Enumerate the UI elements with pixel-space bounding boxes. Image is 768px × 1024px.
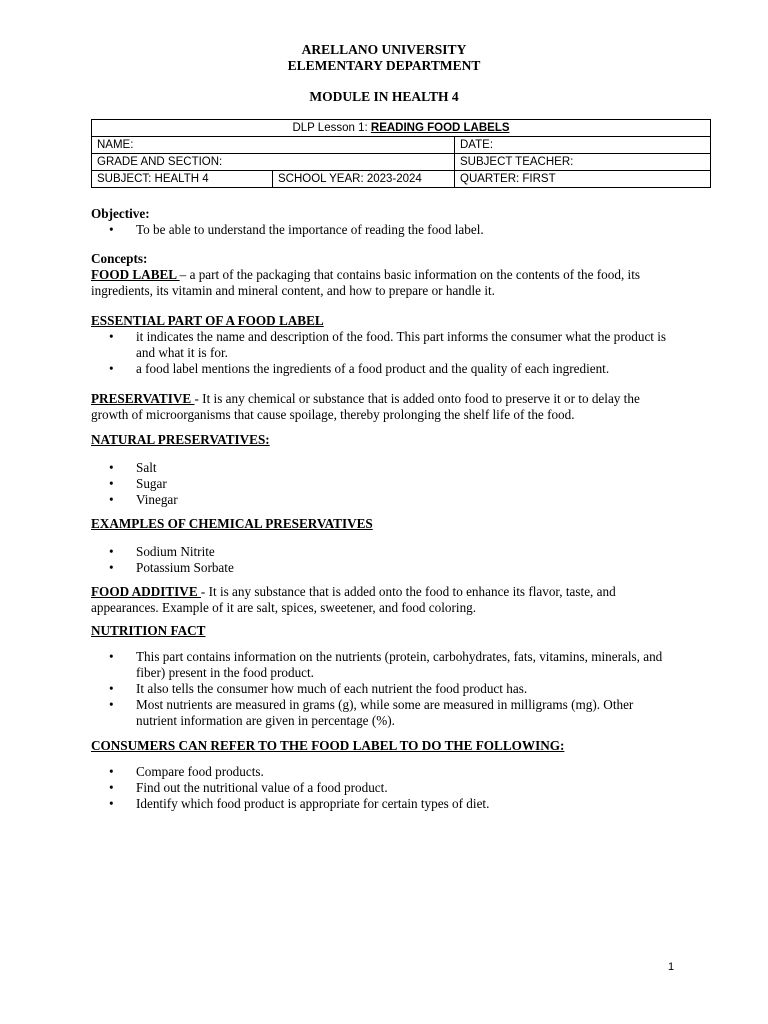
list-item: • a food label mentions the ingredients of a food product and the quality of each ingredient. [136,361,671,377]
chemical-preservatives-heading: EXAMPLES OF CHEMICAL PRESERVATIVES [91,516,373,531]
module-title: MODULE IN HEALTH 4 [309,89,459,104]
lesson-cell [92,120,711,137]
department-name: ELEMENTARY DEPARTMENT [287,58,481,73]
subject-teacher-cell: SUBJECT TEACHER: [455,154,711,171]
nutrition-fact-list [91,649,671,729]
food-label-text: – a part of the packaging that contains basic information on the contents of the food, its ingredients, its vitamin and mineral content, and how to prepare or handle it. [91,267,641,298]
grade-section-cell: GRADE AND SECTION: [92,154,455,171]
objective-list [91,222,671,238]
list-item: • Vinegar [136,492,671,508]
lesson-info-table [91,119,711,188]
objective-heading: Objective: [91,206,150,221]
list-item: • Salt [136,460,671,476]
list-item: • Sodium Nitrite [136,544,671,560]
list-item: • To be able to understand the importance of reading the food label. [136,222,671,238]
food-additive-text: - It is any substance that is added onto the food to enhance its flavor, taste, and appearances. Example of it are salt, spices, sweetener, and food coloring. [91,584,616,615]
list-item: • This part contains information on the nutrients (protein, carbohydrates, fats, vitamins, minerals, and fiber) present in the food product. [136,649,671,681]
food-label-term: FOOD LABEL [91,267,180,282]
preservative-definition [91,391,671,423]
essential-heading: ESSENTIAL PART OF A FOOD LABEL [91,313,324,328]
food-additive-definition [91,584,671,616]
concepts-heading: Concepts: [91,251,148,266]
school-year-cell: SCHOOL YEAR: 2023-2024 [273,171,455,188]
module-content [91,206,671,812]
list-item: • Most nutrients are measured in grams (g), while some are measured in milligrams (mg). Other nutrient information are given in percentage (%). [136,697,671,729]
food-label-definition [91,267,671,299]
table-row [92,120,711,137]
table-row [92,154,711,171]
consumers-list [91,764,671,812]
university-name: ARELLANO UNIVERSITY [301,42,467,57]
list-item: • it indicates the name and description of the food. This part informs the consumer what the product is and what it is for. [136,329,671,361]
food-additive-term: FOOD ADDITIVE [91,584,201,599]
list-item: • Potassium Sorbate [136,560,671,576]
preservative-term: PRESERVATIVE [91,391,195,406]
date-cell: DATE: [455,137,711,154]
lesson-title: READING FOOD LABELS [370,122,510,134]
natural-preservatives-heading: NATURAL PRESERVATIVES: [91,432,270,447]
page-number: 1 [668,961,675,973]
table-row [92,171,711,188]
nutrition-fact-heading: NUTRITION FACT [91,623,206,638]
natural-preservatives-list [91,460,671,508]
consumers-heading: CONSUMERS CAN REFER TO THE FOOD LABEL TO DO THE FOLLOWING: [91,738,565,753]
list-item: • Compare food products. [136,764,671,780]
list-item: • It also tells the consumer how much of each nutrient the food product has. [136,681,671,697]
lesson-prefix: DLP Lesson 1: [292,122,371,134]
subject-cell: SUBJECT: HEALTH 4 [92,171,273,188]
list-item: • Find out the nutritional value of a food product. [136,780,671,796]
list-item: • Sugar [136,476,671,492]
name-cell: NAME: [92,137,455,154]
quarter-cell: QUARTER: FIRST [455,171,711,188]
preservative-text: - It is any chemical or substance that is added onto food to preserve it or to delay the growth of microorganisms that cause spoilage, thereby prolonging the shelf life of the food. [91,391,640,422]
chemical-preservatives-list [91,544,671,576]
table-row [92,137,711,154]
list-item: • Identify which food product is appropriate for certain types of diet. [136,796,671,812]
essential-list [91,329,671,377]
